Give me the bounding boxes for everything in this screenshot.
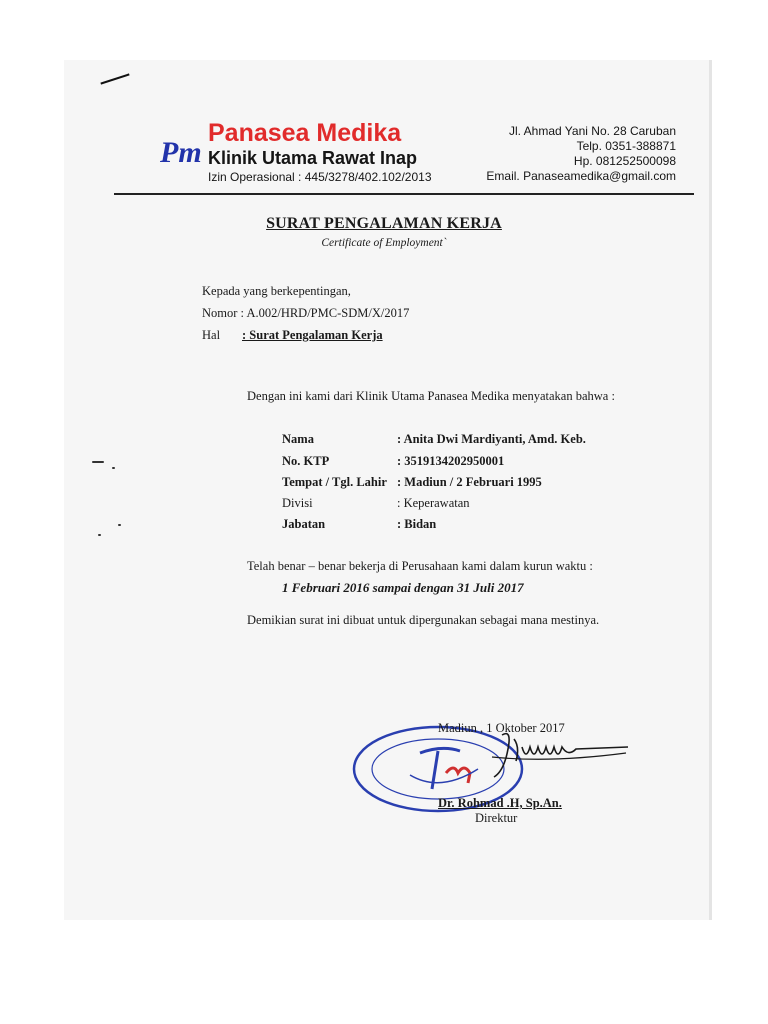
detail-label: Tempat / Tgl. Lahir [282,475,387,489]
scan-speck [98,534,101,536]
greeting: Kepada yang berkepentingan, [202,284,351,298]
detail-value: : 3519134202950001 [397,454,505,468]
contact-block [486,124,676,184]
phone: Telp. 0351-388871 [576,139,676,153]
letter-number: Nomor : A.002/HRD/PMC-SDM/X/2017 [202,306,410,320]
scan-speck [92,461,104,463]
email: Email. Panaseamedika@gmail.com [486,169,676,183]
closing-statement: Demikian surat ini dibuat untuk dipergunakan sebagai mana mestinya. [247,613,600,627]
address: Jl. Ahmad Yani No. 28 Caruban [509,124,676,138]
brand-name: Panasea Medika [208,119,402,147]
detail-value: : Bidan [397,517,437,531]
subject-label: Hal [202,328,221,342]
svg-text:Pm: Pm [160,136,202,169]
subject-value: : Surat Pengalaman Kerja [242,328,383,342]
signer-name: Dr. Rohmad .H, Sp.An. [438,796,562,810]
operational-permit: Izin Operasional : 445/3278/402.102/2013 [208,170,432,184]
clinic-name: Klinik Utama Rawat Inap [208,148,418,168]
clinic-logo [122,118,208,184]
employment-statement: Telah benar – benar bekerja di Perusahaan kami dalam kurun waktu : [247,559,593,573]
employment-period: 1 Februari 2016 sampai dengan 31 Juli 2017 [282,580,524,595]
detail-label: Divisi [282,496,313,510]
detail-value: : Keperawatan [397,496,470,510]
detail-label: Nama [282,432,314,446]
signer-role: Direktur [475,811,518,825]
detail-label: No. KTP [282,454,330,468]
scan-speck [118,524,121,526]
scan-speck [112,467,115,469]
signature-block [340,715,640,835]
mobile: Hp. 081252500098 [573,154,676,168]
document-subtitle: Certificate of Employment` [321,237,447,249]
detail-label: Jabatan [282,517,326,531]
document-title: SURAT PENGALAMAN KERJA [266,215,502,232]
place-date: Madiun , 1 Oktober 2017 [438,721,565,735]
intro-statement: Dengan ini kami dari Klinik Utama Panasea Medika menyatakan bahwa : [247,389,615,403]
letterhead-divider [114,193,694,195]
detail-value: : Anita Dwi Mardiyanti, Amd. Keb. [397,432,586,446]
detail-value: : Madiun / 2 Februari 1995 [397,475,542,489]
